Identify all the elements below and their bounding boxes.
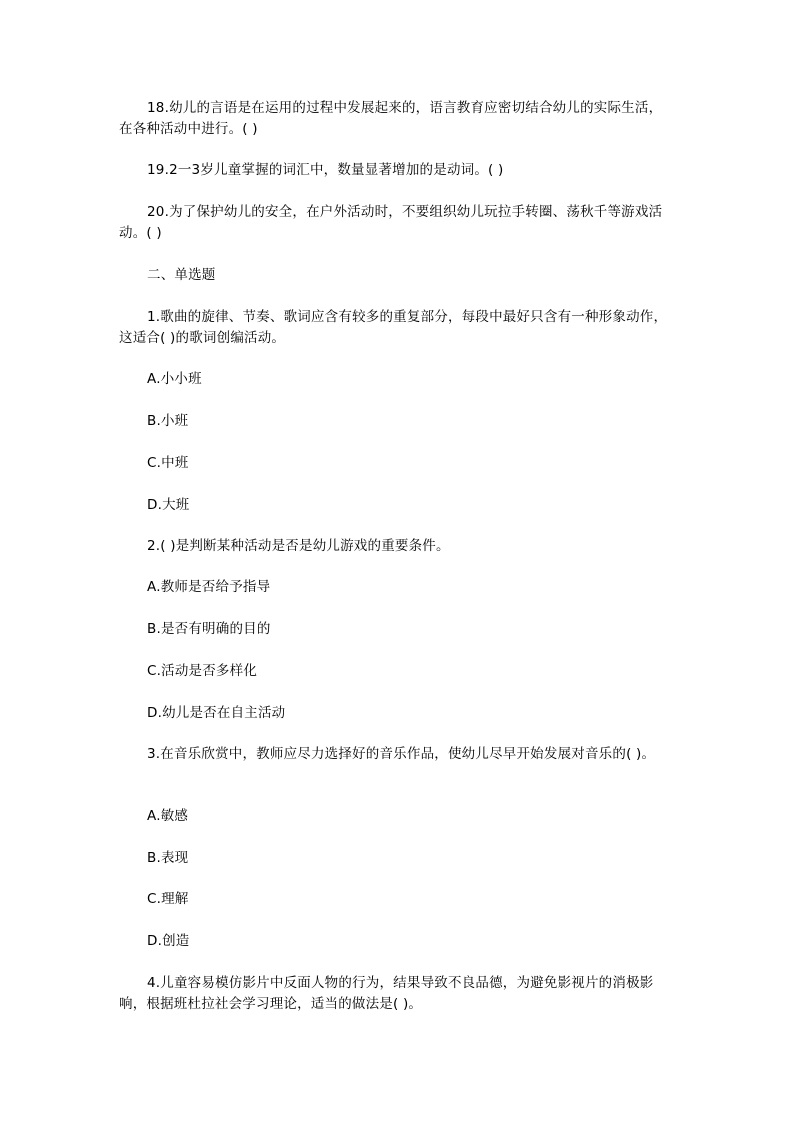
q18-line1: 18.幼儿的言语是在运用的过程中发展起来的，语言教育应密切结合幼儿的实际生活， — [147, 100, 663, 116]
q19-line1: 19.2一3岁儿童掌握的词汇中，数量显著增加的是动词。( ) — [147, 162, 504, 178]
mc-q4-stem-line1: 4.儿童容易模仿影片中反面人物的行为，结果导致不良品德，为避免影视片的消极影 — [147, 975, 654, 991]
mc-q1-option-a: A.小小班 — [147, 371, 202, 387]
mc-q4-stem-line2: 响，根据班杜拉社会学习理论，适当的做法是( )。 — [119, 996, 423, 1012]
mc-q2-stem-line1: 2.( )是判断某种活动是否是幼儿游戏的重要条件。 — [147, 538, 450, 554]
mc-q1-option-b: B.小班 — [147, 413, 189, 429]
mc-q2-option-c: C.活动是否多样化 — [147, 663, 258, 679]
mc-q1-stem-line2: 这适合( )的歌词创编活动。 — [119, 330, 286, 346]
q20-line2: 动。( ) — [119, 225, 162, 241]
mc-q3-option-d: D.创造 — [147, 933, 190, 949]
q20-line1: 20.为了保护幼儿的安全，在户外活动时，不要组织幼儿玩拉手转圈、荡秋千等游戏活 — [147, 204, 663, 220]
mc-q2-option-a: A.教师是否给予指导 — [147, 579, 271, 595]
q18-line2: 在各种活动中进行。( ) — [119, 121, 258, 137]
mc-q3-option-b: B.表现 — [147, 850, 189, 866]
mc-q1-stem-line1: 1.歌曲的旋律、节奏、歌词应含有较多的重复部分，每段中最好只含有一种形象动作， — [147, 309, 668, 325]
section-heading: 二、单选题 — [147, 267, 216, 283]
mc-q1-option-c: C.中班 — [147, 455, 189, 471]
mc-q2-option-b: B.是否有明确的目的 — [147, 621, 271, 637]
mc-q2-option-d: D.幼儿是否在自主活动 — [147, 705, 286, 721]
mc-q1-option-d: D.大班 — [147, 497, 190, 513]
mc-q3-option-c: C.理解 — [147, 891, 189, 907]
mc-q3-stem-line1: 3.在音乐欣赏中，教师应尽力选择好的音乐作品，使幼儿尽早开始发展对音乐的( )。 — [147, 746, 656, 762]
mc-q3-option-a: A.敏感 — [147, 808, 189, 824]
